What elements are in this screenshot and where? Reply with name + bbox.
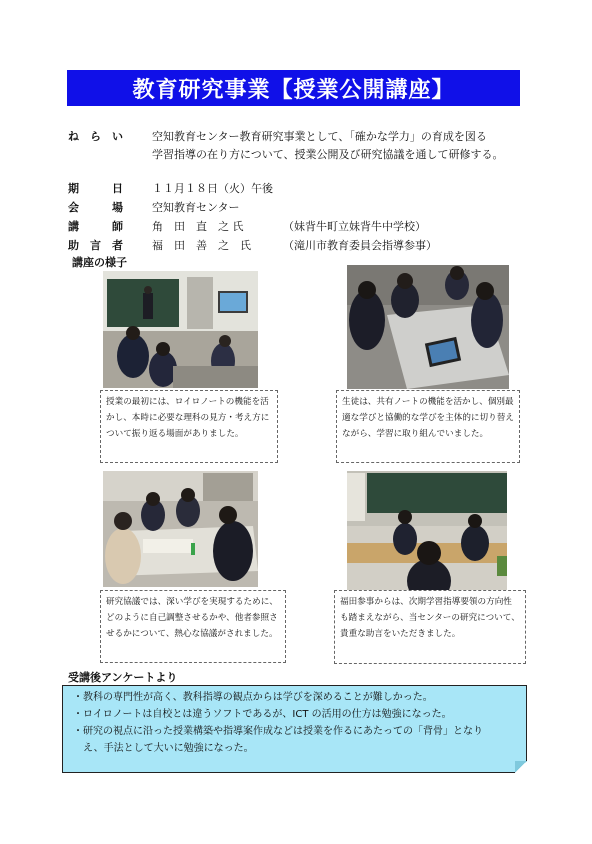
date-label: 期 日 bbox=[68, 182, 123, 195]
scene-heading: 講座の様子 bbox=[72, 256, 127, 269]
date-value: １１月１８日（火）午後 bbox=[152, 182, 273, 195]
advisor-value: 福 田 善 之 氏 bbox=[152, 239, 251, 252]
aim-line-1: 空知教育センター教育研究事業として、「確かな学力」の育成を図る bbox=[152, 130, 487, 143]
lecturer-affiliation: （妹背牛町立妹背牛中学校） bbox=[283, 220, 426, 233]
aim-line-2: 学習指導の在り方について、授業公開及び研究協議を通して研修する。 bbox=[152, 148, 504, 161]
survey-item-3: ・研究の視点に沿った授業構築や指導案作成などは授業を作るにあたっての「背骨」となり bbox=[73, 726, 483, 737]
venue-value: 空知教育センター bbox=[152, 201, 240, 214]
caption-3: 研究協議では、深い学びを実現するために、どのように自己調整させるかや、他者参照させるかについて、熱心な協議がされました。 bbox=[100, 590, 286, 663]
survey-item-1: ・教科の専門性が高く、教科指導の観点からは学びを深めることが難しかった。 bbox=[73, 692, 433, 703]
page-title: 教育研究事業【授業公開講座】 bbox=[67, 70, 520, 106]
survey-box bbox=[62, 685, 527, 773]
meeting-photo-2 bbox=[347, 471, 507, 591]
caption-4: 福田参事からは、次期学習指導要領の方向性も踏まえながら、当センターの研究について、貴重な助言をいただきました。 bbox=[334, 590, 526, 664]
advisor-label: 助 言 者 bbox=[68, 239, 123, 252]
caption-1: 授業の最初には、ロイロノートの機能を活かし、本時に必要な理科の見方・考え方について振り返る場面がありました。 bbox=[100, 390, 278, 463]
advisor-affiliation: （滝川市教育委員会指導参事） bbox=[283, 239, 437, 252]
classroom-photo-1 bbox=[103, 271, 258, 388]
survey-item-2: ・ロイロノートは自校とは違うソフトであるが、ICT の活用の仕方は勉強になった。 bbox=[73, 709, 452, 720]
classroom-photo-2 bbox=[347, 265, 509, 389]
aim-label: ね ら い bbox=[68, 130, 123, 143]
lecturer-value: 角 田 直 之 氏 bbox=[152, 220, 244, 233]
lecturer-label: 講 師 bbox=[68, 220, 123, 233]
venue-label: 会 場 bbox=[68, 201, 123, 214]
survey-item-4: え、手法として大いに勉強になった。 bbox=[73, 743, 254, 754]
caption-2: 生徒は、共有ノートの機能を活かし、個別最適な学びと協働的な学びを主体的に切り替えながら、学習に取り組んでいました。 bbox=[336, 390, 520, 463]
meeting-photo-1 bbox=[103, 471, 258, 587]
survey-heading: 受講後アンケートより bbox=[68, 671, 178, 684]
folded-corner bbox=[515, 761, 527, 773]
